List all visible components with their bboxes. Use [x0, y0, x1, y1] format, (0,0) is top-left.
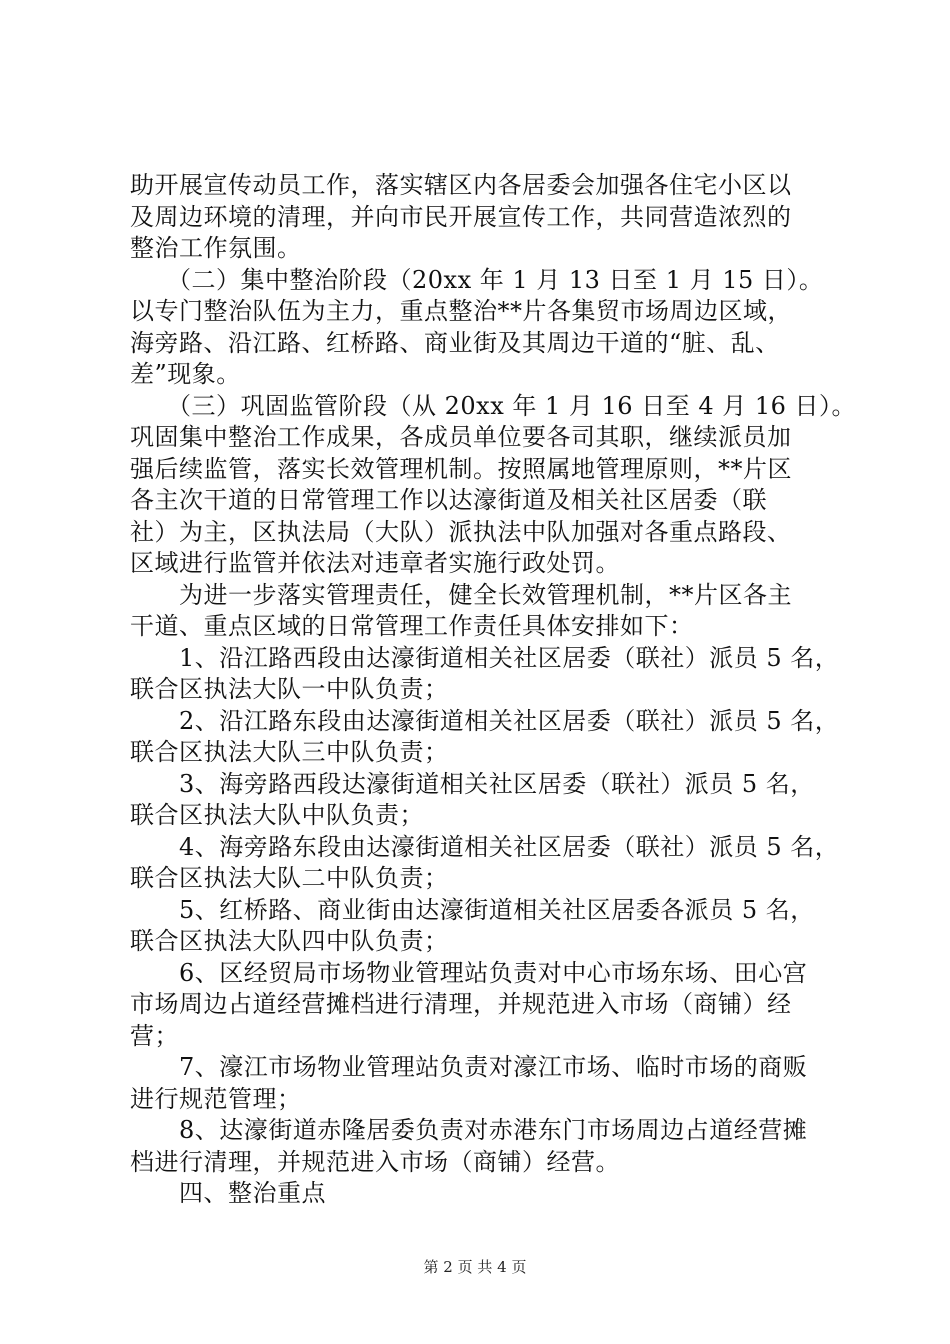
- text-line: 各主次干道的日常管理工作以达濠街道及相关社区居委（联: [130, 486, 767, 514]
- text-line: 以专门整治队伍为主力，重点整治**片各集贸市场周边区域，: [130, 297, 792, 325]
- text-line: 联合区执法大队中队负责；: [130, 801, 424, 829]
- text-line: 强后续监管，落实长效管理机制。按照属地管理原则，**片区: [130, 454, 792, 483]
- text-line: 5、红桥路、商业街由达濠街道相关社区居委各派员 5 名，: [130, 895, 815, 924]
- text-line: （三）巩固监管阶段（从 20xx 年 1 月 16 日至 4 月 16 日）。: [130, 391, 857, 420]
- text-line: 整治工作氛围。: [130, 234, 302, 262]
- document-body: [130, 170, 857, 1210]
- text-line: 干道、重点区域的日常管理工作责任具体安排如下：: [130, 612, 694, 640]
- text-line: 营；: [130, 1021, 179, 1050]
- text-line: 巩固集中整治工作成果，各成员单位要各司其职，继续派员加: [130, 423, 792, 451]
- page-number-footer: 第 2 页 共 4 页: [423, 1258, 527, 1276]
- text-line: 区域进行监管并依法对违章者实施行政处罚。: [130, 549, 620, 577]
- text-line: 2、沿江路东段由达濠街道相关社区居委（联社）派员 5 名，: [130, 706, 840, 735]
- text-line: 差”现象。: [130, 360, 241, 388]
- text-line: 8、达濠街道赤隆居委负责对赤港东门市场周边占道经营摊: [130, 1116, 808, 1144]
- text-line: 1、沿江路西段由达濠街道相关社区居委（联社）派员 5 名，: [130, 643, 840, 672]
- text-line: 4、海旁路东段由达濠街道相关社区居委（联社）派员 5 名，: [130, 832, 840, 861]
- text-line: 进行规范管理；: [130, 1084, 302, 1113]
- text-line: 7、濠江市场物业管理站负责对濠江市场、临时市场的商贩: [130, 1053, 808, 1081]
- text-line: 助开展宣传动员工作，落实辖区内各居委会加强各住宅小区以: [130, 171, 792, 199]
- text-line: 海旁路、沿江路、红桥路、商业街及其周边干道的“脏、乱、: [130, 328, 780, 357]
- text-line: 3、海旁路西段达濠街道相关社区居委（联社）派员 5 名，: [130, 769, 815, 798]
- text-line: 联合区执法大队四中队负责；: [130, 927, 449, 955]
- text-line: 社）为主，区执法局（大队）派执法中队加强对各重点路段、: [130, 517, 792, 546]
- text-line: 市场周边占道经营摊档进行清理，并规范进入市场（商铺）经: [130, 990, 792, 1018]
- text-line: 联合区执法大队一中队负责；: [130, 675, 449, 703]
- section-heading: 四、整治重点: [130, 1179, 326, 1207]
- text-line: 及周边环境的清理，并向市民开展宣传工作，共同营造浓烈的: [130, 202, 792, 231]
- text-line: 6、区经贸局市场物业管理站负责对中心市场东场、田心宫: [130, 958, 808, 987]
- text-line: 为进一步落实管理责任，健全长效管理机制，**片区各主: [130, 580, 792, 609]
- text-line: 档进行清理，并规范进入市场（商铺）经营。: [130, 1147, 620, 1176]
- text-line: 联合区执法大队三中队负责；: [130, 738, 449, 766]
- text-line: （二）集中整治阶段（20xx 年 1 月 13 日至 1 月 15 日）。: [130, 265, 824, 294]
- text-line: 联合区执法大队二中队负责；: [130, 864, 449, 892]
